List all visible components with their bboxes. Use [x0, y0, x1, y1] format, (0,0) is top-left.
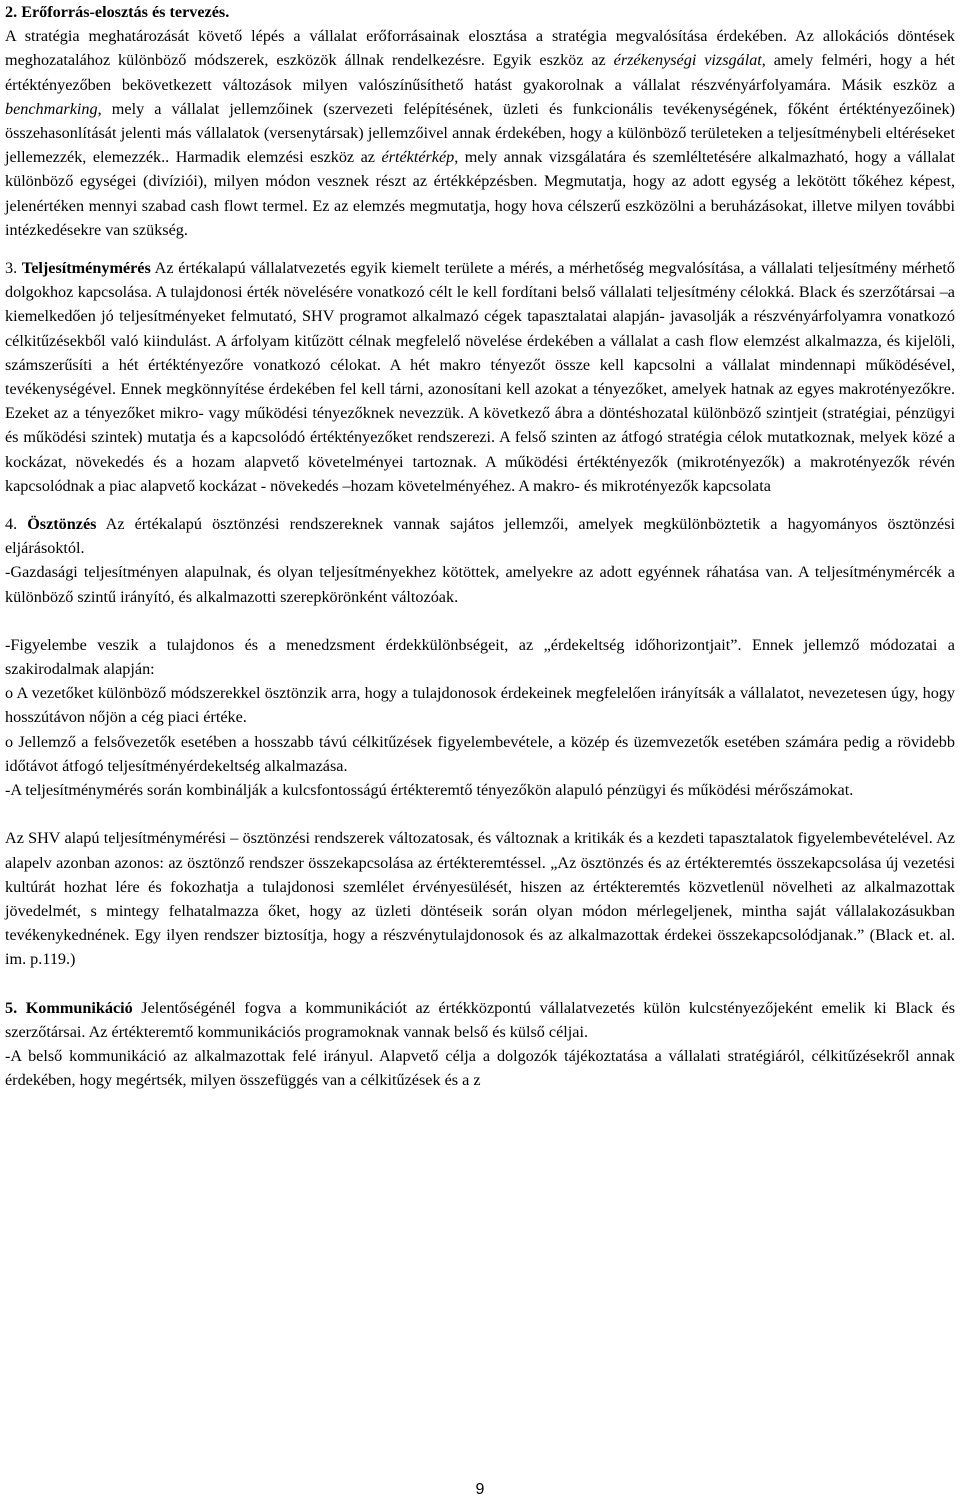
page-number: 9	[475, 1481, 485, 1498]
section-2-heading: 2. Erőforrás-elosztás és tervezés.	[5, 3, 230, 21]
section-3-paragraph: 3. Teljesítménymérés Az értékalapú vállalatvezetés egyik kiemelt területe a mérés, a mérhetőség megvalósítása, a vállalati teljesítmény mérhető dolgokhoz kapcsolása. A tulajdonosi érték növelésére vonatkozó célt le kell fordítani belső vállalati teljesítmény célokká. Black és szerzőtársai –a kiemelkedően jó teljesítményeket felmutató, SHV programot alkalmazó cégek tapasztalatai alapján- javasolják a részvényárfolyamra vonatkozó célkitűzésekből való kiindulást. A árfolyam kitűzött célnak megfelelő növelése érdekében a vállalat a cash flow elemzést alkalmazza, és kijelöli, számszerűsíti a hét értéktényezőre vonatkozó célokat. A hét makro tényezőt össze kell kapcsolni a vállalat mindennapi működésével, tevékenységével. Ennek megkönnyítése érdekében fel kell tárni, azonosítani kell azokat a tényezőket, amelyek hatnak az egyes makrotényezőkre. Ezeket az a tényezőket mikro- vagy működési tényezőknek nevezzük. A következő ábra a döntéshozatal különböző szintjeit (stratégiai, pénzügyi és működési szintek) mutatja és a kapcsolódó értéktényezőket rendszerezi. A felső szinten az átfogó stratégia célok mutatkoznak, melyek közé a kockázat, növekedés és a hozam alapvető követelményei tartoznak. A működési értéktényezők (mikrotényezők) a makrotényezők révén kapcsolódnak a piac alapvető kockázat - növekedés –hozam követelményéhez. A makro- és mikrotényezők kapcsolata	[5, 259, 955, 495]
section-5-paragraph: 5. Kommunikáció Jelentőségénél fogva a kommunikációt az értékközpontú vállalatvezetés külön kulcstényezőjeként emelik ki Black és szerzőtársai. Az értékteremtő kommunikációs programoknak vannak belső és külső céljai.	[5, 998, 955, 1041]
section-4-shv-paragraph: Az SHV alapú teljesítménymérési – ösztönzési rendszerek változatosak, és változnak a kritikák és a kezdeti tapasztalatok figyelembevételével. Az alapelv azonban azonos: az ösztönző rendszer összekapcsolása az értékteremtéssel. „Az ösztönzés és az értékteremtés összekapcsolása új vezetési kultúrát hozhat lére és fokozhatja a tulajdonosi szemlélet érvényesülését, hiszen az értékteremtés közvetlenül növelheti az alkalmazottak jövedelmét, s mintegy felhatalmazza őket, hogy az üzleti döntéseik során olyan módon mérlegeljenek, mintha saját vállalakozásukban tevékenykednének. Egy ilyen rendszer biztosítja, hogy a részvénytulajdonosok és az alkalmazottak érdekei összekapcsolódjanak.” (Black et. al. im. p.119.)	[5, 829, 955, 969]
section-4-point-economic: -Gazdasági teljesítményen alapulnak, és olyan teljesítményekhez kötöttek, amelyekre az adott egyénnek ráhatása van. A teljesítménymércék a különböző szintű irányító, és alkalmazotti szerepkörönként változóak.	[5, 563, 955, 606]
term-sensitivity-analysis: érzékenységi vizsgálat	[613, 51, 762, 70]
section-5-internal-communication: -A belső kommunikáció az alkalmazottak felé irányul. Alapvető célja a dolgozók tájékoztatása a vállalati stratégiáról, célkitűzésekről annak érdekében, hogy megértsék, milyen összefüggés van a célkitűzések és a z	[5, 1046, 955, 1090]
term-benchmarking: benchmarking	[5, 99, 98, 118]
term-value-map: értéktérkép	[381, 148, 455, 167]
section-4-number: 4.	[5, 515, 28, 534]
page-body	[5, 0, 955, 1092]
section-2-paragraph: A stratégia meghatározását követő lépés a vállalat erőforrásainak elosztása a stratégia megvalósítása érdekében. Az allokációs döntések meghozatalához különböző módszerek, eszközök állnak rendelkezésre. Egyik eszköz az érzékenységi vizsgálat, amely felméri, hogy a hét értéktényezőben bekövetkezett változások milyen valószínűsíthető hatást gyakorolnak a vállalat részvényárfolyamára. Másik eszköz a benchmarking, mely a vállalat jellemzőinek (szervezeti felépítésének, üzleti és funkcionális tevékenységének, főként értéktényezőinek) összehasonlítását jelenti más vállalatok (versenytársak) jellemzőivel annak érdekében, hogy a különböző területeken a teljesítménybeli eltéréseket jellemezzék, elemezzék.. Harmadik elemzési eszköz az értéktérkép, mely annak vizsgálatára és szemléltetésére alkalmazható, hogy a vállalat különböző egységei (divíziói), milyen módon vesznek részt az értékképzésben. Megmutatja, hogy az adott egység a lekötött tőkéhez képest, jelenértéken mennyi szabad cash flowt termel. Ez az elemzés megmutatja, hogy hova célszerű eszközölni a beruházásokat, illetve milyen további intézkedésekre van szükség.	[5, 27, 956, 239]
section-4-point-interests: -Figyelembe veszik a tulajdonos és a menedzsment érdekkülönbségeit, az „érdekeltség időhorizontjait”. Ennek jellemző módozatai a szakirodalmak alapján:	[5, 635, 955, 679]
section-5-title: Kommunikáció	[25, 998, 133, 1017]
section-4-bullet-1: o A vezetőket különböző módszerekkel ösztönzik arra, hogy a tulajdonosok érdekeinek megfelelően irányítsák a vállalatot, nevezetesen úgy, hogy hosszútávon nőjön a cég piaci értéke.	[5, 684, 955, 727]
section-3-title: Teljesítménymérés	[21, 259, 151, 278]
section-4-title: Ösztönzés	[27, 515, 97, 534]
section-4-paragraph: 4. Ösztönzés Az értékalapú ösztönzési rendszereknek vannak sajátos jellemzői, amelyek megkülönböztetik a hagyományos ösztönzési eljárásoktól.	[5, 515, 955, 558]
section-5-number: 5.	[5, 998, 26, 1017]
section-3-number: 3.	[5, 259, 22, 278]
section-4-bullet-2: o Jellemző a felsővezetők esetében a hosszabb távú célkitűzések figyelembevétele, a közép és üzemvezetők esetében számára pedig a rövidebb időtávot átfogó teljesítményérdekeltség alkalmazása.	[5, 732, 955, 775]
section-4-point-combination: -A teljesítménymérés során kombinálják a kulcsfontosságú értékteremtő tényezőkön alapuló pénzügyi és működési mérőszámokat.	[5, 781, 854, 800]
